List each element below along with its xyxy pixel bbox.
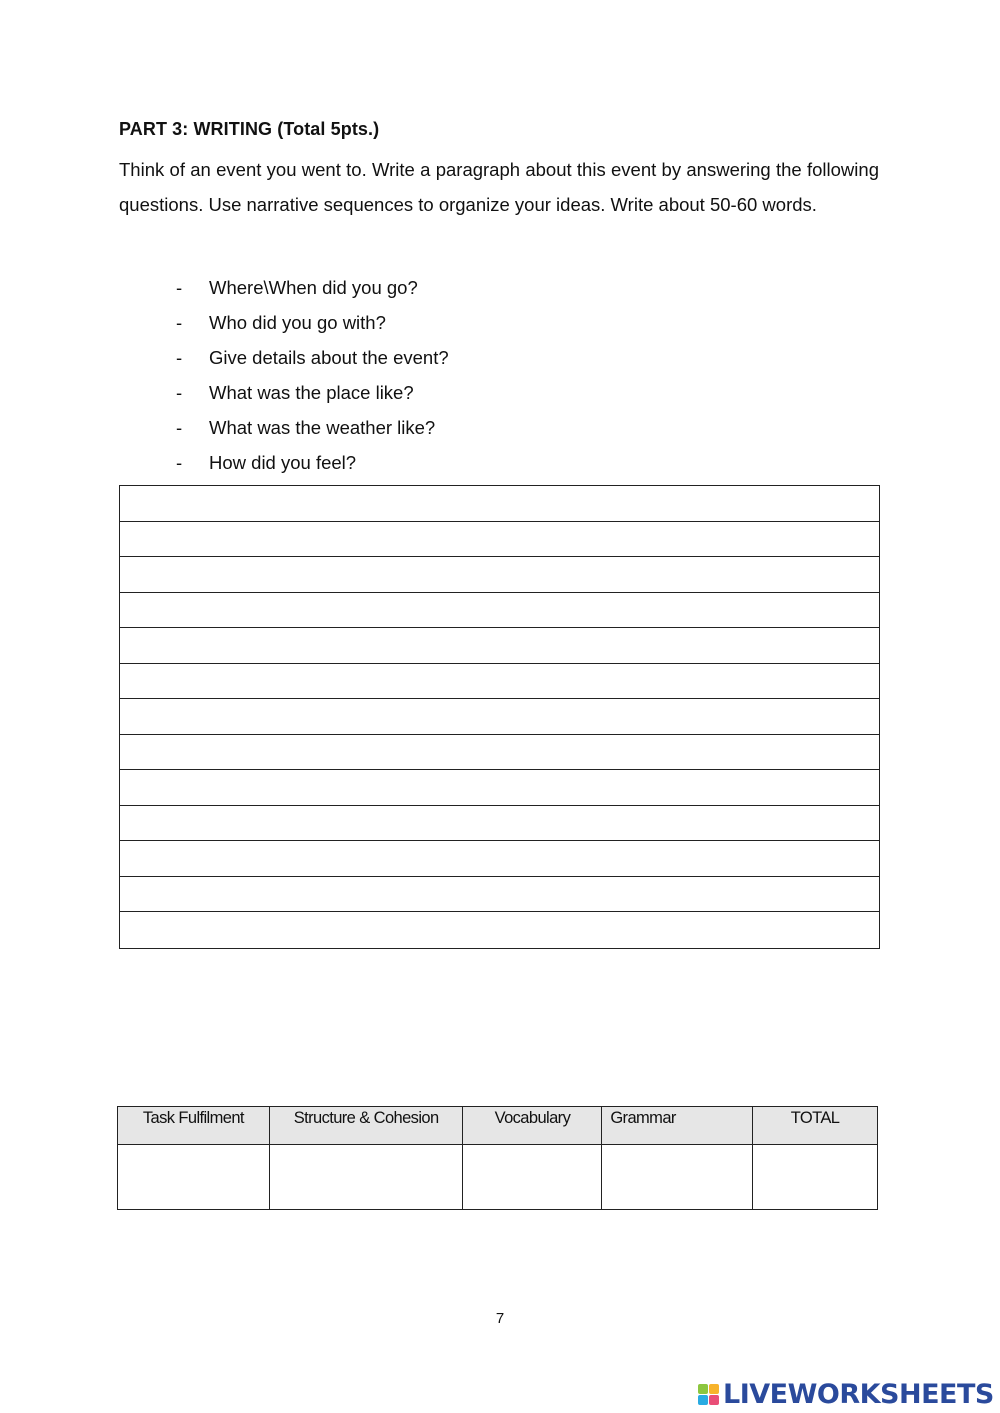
list-item (176, 340, 449, 375)
logo-square-1 (698, 1384, 708, 1394)
logo-square-3 (698, 1395, 708, 1405)
section-heading: PART 3: WRITING (Total 5pts.) (119, 119, 380, 139)
logo-mark-icon (698, 1384, 719, 1405)
bullet-dash: - (176, 416, 183, 438)
writing-line[interactable] (120, 593, 879, 629)
rubric-header-total: TOTAL (753, 1107, 878, 1145)
writing-line[interactable] (120, 486, 879, 522)
bullet-dash: - (176, 346, 183, 368)
writing-line[interactable] (120, 664, 879, 700)
list-item (176, 375, 449, 410)
rubric-header-vocabulary: Vocabulary (463, 1107, 602, 1145)
rubric-score-vocabulary[interactable] (463, 1145, 602, 1210)
list-item (176, 270, 449, 305)
writing-line[interactable] (120, 557, 879, 593)
rubric-score-grammar[interactable] (602, 1145, 753, 1210)
writing-line[interactable] (120, 841, 879, 877)
instructions-paragraph: Think of an event you went to. Write a paragraph about this event by answering the following questions. Use narrative sequences to organize your ideas. Write about 50-60 words. (119, 159, 879, 215)
question-text: What was the weather like? (209, 416, 436, 438)
rubric-header-structure: Structure & Cohesion (269, 1107, 463, 1145)
writing-line[interactable] (120, 735, 879, 771)
rubric-header-grammar: Grammar (602, 1107, 753, 1145)
logo-square-4 (709, 1395, 719, 1405)
bullet-dash: - (176, 451, 183, 473)
writing-line[interactable] (120, 628, 879, 664)
question-text: How did you feel? (209, 451, 357, 473)
rubric-score-task[interactable] (118, 1145, 270, 1210)
list-item (176, 410, 449, 445)
question-text: Where\When did you go? (209, 276, 418, 298)
list-item (176, 305, 449, 340)
rubric-header-task: Task Fulfilment (118, 1107, 270, 1145)
question-text: Give details about the event? (209, 346, 449, 368)
question-list (176, 270, 449, 480)
writing-line[interactable] (120, 912, 879, 948)
rubric-table (117, 1106, 878, 1210)
writing-line[interactable] (120, 806, 879, 842)
bullet-dash: - (176, 276, 183, 298)
writing-line[interactable] (120, 770, 879, 806)
question-text: What was the place like? (209, 381, 414, 403)
logo-square-2 (709, 1384, 719, 1394)
rubric-score-structure[interactable] (269, 1145, 463, 1210)
writing-line[interactable] (120, 522, 879, 558)
liveworksheets-logo (698, 1378, 994, 1410)
writing-line[interactable] (120, 699, 879, 735)
bullet-dash: - (176, 381, 183, 403)
bullet-dash: - (176, 311, 183, 333)
logo-text: LIVEWORKSHEETS (723, 1378, 994, 1410)
rubric-header-row (118, 1107, 878, 1145)
rubric-score-total[interactable] (753, 1145, 878, 1210)
rubric-score-row (118, 1145, 878, 1210)
writing-area (119, 485, 880, 949)
list-item (176, 445, 449, 480)
question-text: Who did you go with? (209, 311, 386, 333)
page-number: 7 (495, 1310, 505, 1327)
writing-line[interactable] (120, 877, 879, 913)
